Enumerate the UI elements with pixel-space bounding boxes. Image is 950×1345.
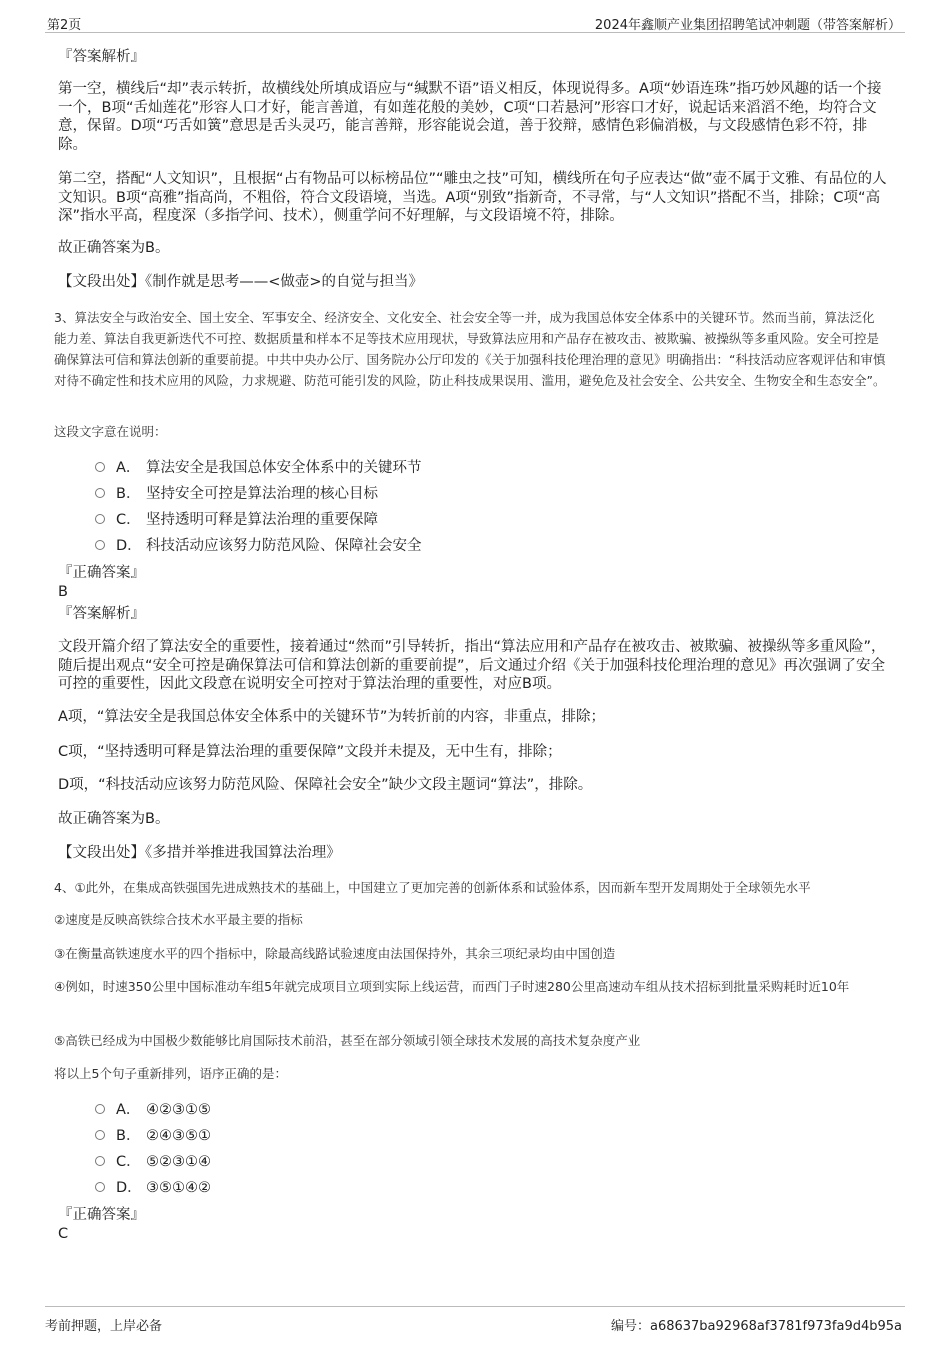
- radio-icon[interactable]: [95, 514, 105, 524]
- option-text: 科技活动应该努力防范风险、保障社会安全: [146, 538, 422, 554]
- q2-conclusion: 故正确答案为B。: [58, 240, 170, 256]
- page-footer: [45, 1306, 905, 1334]
- option-text: ⑤②③①④: [146, 1154, 211, 1170]
- q3-option-a[interactable]: [95, 459, 422, 477]
- q3-source: 【文段出处】《多措并举推进我国算法治理》: [58, 845, 341, 861]
- q4-sentence-1: 4、①此外，在集成高铁强国先进成熟技术的基础上，中国建立了更加完善的创新体系和试验体系，因而新车型开发周期处于全球领先水平: [54, 880, 811, 895]
- q3-question: 这段文字意在说明：: [54, 424, 167, 439]
- radio-icon[interactable]: [95, 488, 105, 498]
- q2-analysis-paragraph-1: 第一空，横线后“却”表示转折，故横线处所填成语应与“缄默不语”语义相反，体现说得多。A项“妙语连珠”指巧妙风趣的话一个接一个，B项“舌灿莲花”形容人口才好，能言善道，有如莲花般的美妙，C项“口若悬河”形容口才好，说起话来滔滔不绝，均符合文意，保留。D项“巧舌如簧”意思是舌头灵巧，能言善辩，形容能说会道，善于狡辩，感情色彩偏消极，与文段感情色彩不符，排除。: [58, 81, 882, 153]
- q3-option-b[interactable]: [95, 485, 378, 503]
- option-letter: A．: [116, 1102, 141, 1118]
- radio-icon[interactable]: [95, 1156, 105, 1166]
- page-number: 第2页: [47, 18, 82, 33]
- radio-icon[interactable]: [95, 540, 105, 550]
- q3-conclusion: 故正确答案为B。: [58, 811, 170, 827]
- q3-analysis-paragraph-2: A项，“算法安全是我国总体安全体系中的关键环节”为转折前的内容，非重点，排除；: [58, 709, 605, 725]
- q4-answer-heading: 『正确答案』: [58, 1207, 145, 1223]
- option-text: ④②③①⑤: [146, 1102, 211, 1118]
- radio-icon[interactable]: [95, 462, 105, 472]
- q2-analysis-paragraph-2: 第二空，搭配“人文知识”，且根据“占有物品可以标榜品位”“雕虫之技”可知，横线所在句子应表达“做”壶不属于文雅、有品位的人文知识。B项“高雅”指高尚，不粗俗，符合文段语境，当选。A项“别致”指新奇，不寻常，与“人文知识”搭配不当，排除；C项“高深”指水平高，程度深（多指学问、技术），侧重学问不好理解，与文段语境不符，排除。: [58, 171, 887, 224]
- q4-option-d[interactable]: [95, 1179, 211, 1197]
- q3-answer-heading: 『正确答案』: [58, 565, 145, 581]
- option-text: 算法安全是我国总体安全体系中的关键环节: [146, 460, 422, 476]
- option-letter: D．: [116, 1180, 142, 1196]
- q2-source: 【文段出处】《制作就是思考——<做壶>的自觉与担当》: [58, 274, 424, 290]
- code-value: a68637ba92968af3781f973fa9d4b95a: [649, 1319, 902, 1334]
- q3-analysis-paragraph-1: 文段开篇介绍了算法安全的重要性，接着通过“然而”引导转折，指出“算法应用和产品存在被攻击、被欺骗、被操纵等多重风险”，随后提出观点“安全可控是确保算法可信和算法创新的重要前提”，后文通过介绍《关于加强科技伦理治理的意见》再次强调了安全可控的重要性，因此文段意在说明安全可控对于算法治理的重要性，对应B项。: [58, 639, 886, 692]
- document-title: 2024年鑫顺产业集团招聘笔试冲刺题（带答案解析）: [594, 18, 901, 33]
- page-header: [45, 12, 905, 33]
- option-letter: A．: [116, 460, 141, 476]
- option-text: ②④③⑤①: [146, 1128, 211, 1144]
- option-letter: B．: [116, 486, 141, 502]
- q3-option-c[interactable]: [95, 511, 378, 529]
- q4-sentence-2: ②速度是反映高铁综合技术水平最主要的指标: [54, 912, 303, 927]
- option-letter: B．: [116, 1128, 141, 1144]
- option-text: ③⑤①④②: [146, 1180, 211, 1196]
- q4-option-b[interactable]: [95, 1127, 211, 1145]
- q3-stem: 3、算法安全与政治安全、国土安全、军事安全、经济安全、文化安全、社会安全等一并，成为我国总体安全体系中的关键环节。然而当前，算法泛化能力差、算法自我更新迭代不可控、数据质量和样本不足等技术应用现状，导致算法应用和产品存在被攻击、被欺骗、被操纵等多重风险。安全可控是确保算法可信和算法创新的重要前提。中共中央办公厅、国务院办公厅印发的《关于加强科技伦理治理的意见》明确指出：“科技活动应客观评估和审慎对待不确定性和技术应用的风险，力求规避、防范可能引发的风险，防止科技成果误用、滥用，避免危及社会安全、公共安全、生物安全和生态安全”。: [54, 310, 886, 388]
- option-letter: C．: [116, 1154, 141, 1170]
- q3-answer: B: [58, 584, 68, 600]
- q4-option-a[interactable]: [95, 1101, 211, 1119]
- footer-slogan: 考前押题，上岸必备: [45, 1319, 163, 1334]
- q4-sentence-3: ③在衡量高铁速度水平的四个指标中，除最高线路试验速度由法国保持外，其余三项纪录均由中国创造: [54, 946, 616, 961]
- q4-sentence-5: ⑤高铁已经成为中国极少数能够比肩国际技术前沿，甚至在部分领域引领全球技术发展的高技术复杂度产业: [54, 1033, 641, 1048]
- q4-sentence-4: ④例如，时速350公里中国标准动车组5年就完成项目立项到实际上线运营，而西门子时速280公里高速动车组从技术招标到批量采购耗时近10年: [54, 979, 850, 994]
- option-text: 坚持安全可控是算法治理的核心目标: [146, 486, 378, 502]
- radio-icon[interactable]: [95, 1182, 105, 1192]
- radio-icon[interactable]: [95, 1104, 105, 1114]
- document-code: [611, 1315, 902, 1334]
- option-letter: C．: [116, 512, 141, 528]
- q4-answer: C: [58, 1226, 69, 1242]
- option-text: 坚持透明可释是算法治理的重要保障: [146, 512, 378, 528]
- q2-analysis-heading: 『答案解析』: [58, 49, 145, 65]
- q3-option-d[interactable]: [95, 537, 422, 555]
- option-letter: D．: [116, 538, 142, 554]
- q4-question: 将以上5个句子重新排列，语序正确的是：: [54, 1066, 287, 1081]
- code-label: 编号：: [610, 1319, 650, 1334]
- radio-icon[interactable]: [95, 1130, 105, 1140]
- q3-analysis-heading: 『答案解析』: [58, 606, 145, 622]
- q3-analysis-paragraph-4: D项，“科技活动应该努力防范风险、保障社会安全”缺少文段主题词“算法”，排除。: [58, 777, 593, 793]
- q3-analysis-paragraph-3: C项，“坚持透明可释是算法治理的重要保障”文段并未提及，无中生有，排除；: [58, 744, 562, 760]
- q4-option-c[interactable]: [95, 1153, 211, 1171]
